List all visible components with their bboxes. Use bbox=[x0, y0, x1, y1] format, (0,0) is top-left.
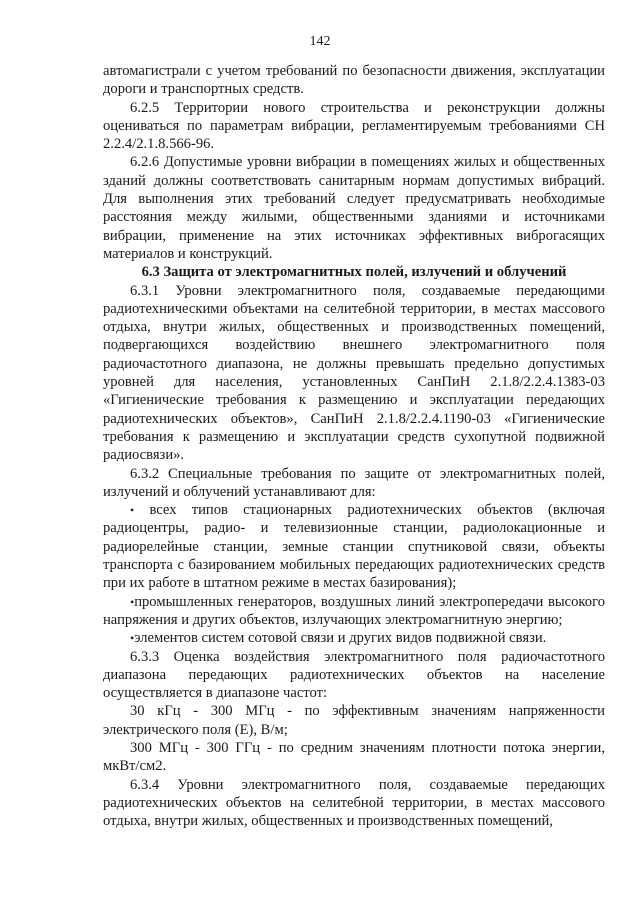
document-body bbox=[103, 62, 605, 830]
bullet-item bbox=[103, 593, 605, 630]
bullet-text: элементов систем сотовой связи и других видов подвижной связи. bbox=[134, 630, 547, 647]
bullet-item bbox=[103, 501, 605, 592]
page-number: 142 bbox=[309, 34, 331, 49]
paragraph-6-2-5: 6.2.5 Территории нового строительства и реконструкции должны оцениваться по параметрам вибрации, регламентируемым требованиями СН 2.2.4/2.1.8.566-96. bbox=[103, 99, 605, 153]
paragraph-6-2-6: 6.2.6 Допустимые уровни вибрации в помещениях жилых и общественных зданий должны соответствовать санитарным нормам допустимых вибраций. Для выполнения этих требований следует предусматривать необходимые расстояния между жилыми, общественными зданиями и источниками вибрации, применение на этих источниках эффективных виброгасящих материалов и конструкций. bbox=[103, 154, 605, 262]
paragraph-6-3-1: 6.3.1 Уровни электромагнитного поля, создаваемые передающими радиотехническими объектами на селитебной территории, в местах массового отдыха, внутри жилых, общественных и производственных помещений, подвергающихся воздействию внешнего электромагнитного поля радиочастотного диапазона, не должны превышать предельно допустимых уровней для населения, установленных СанПиН 2.1.8/2.2.4.1383-03 «Гигиенические требования к размещению и эксплуатации передающих радиотехнических объектов», СанПиН 2.1.8/2.2.4.1190-03 «Гигиенические требования к размещению и эксплуатации средств сухопутной подвижной радиосвязи». bbox=[103, 282, 605, 464]
paragraph-6-3-3: 6.3.3 Оценка воздействия электромагнитного поля радиочастотного диапазона передающих радиотехнических объектов на население осуществляется в диапазоне частот: bbox=[103, 648, 605, 702]
bullet-text: промышленных генераторов, воздушных линий электропередачи высокого напряжения и других объектов, излучающих электромагнитную энергию; bbox=[103, 593, 605, 628]
bullet-icon: • bbox=[130, 503, 135, 518]
bullet-item bbox=[103, 629, 605, 647]
paragraph-frequency-range-1: 30 кГц - 300 МГц - по эффективным значениям напряженности электрического поля (Е), В/м; bbox=[103, 703, 605, 738]
section-heading-6-3: 6.3 Защита от электромагнитных полей, излучений и облучений bbox=[141, 264, 567, 281]
paragraph-frequency-range-2: 300 МГц - 300 ГГц - по средним значениям плотности потока энергии, мкВт/см2. bbox=[103, 739, 605, 775]
paragraph-6-3-2: 6.3.2 Специальные требования по защите от электромагнитных полей, излучений и облучений устанавливают для: bbox=[103, 465, 605, 500]
paragraph-continuation: автомагистрали с учетом требований по безопасности движения, эксплуатации дороги и транспортных средств. bbox=[103, 63, 605, 98]
paragraph-6-3-4: 6.3.4 Уровни электромагнитного поля, создаваемые передающих радиотехнических объектов на селитебной территории, в местах массового отдыха, внутри жилых, общественных и производственных помещений, bbox=[103, 776, 605, 830]
bullet-icon: • bbox=[130, 631, 135, 646]
bullet-icon: • bbox=[130, 594, 135, 609]
bullet-text: всех типов стационарных радиотехнических объектов (включая радиоцентры, радио- и телевизионные станции, радиолокационные и радиорелейные станции, земные станции спутниковой связи, объекты транспорта с базированием мобильных передающих радиотехнических средств при их работе в штатном режиме в местах базирования); bbox=[103, 502, 605, 592]
